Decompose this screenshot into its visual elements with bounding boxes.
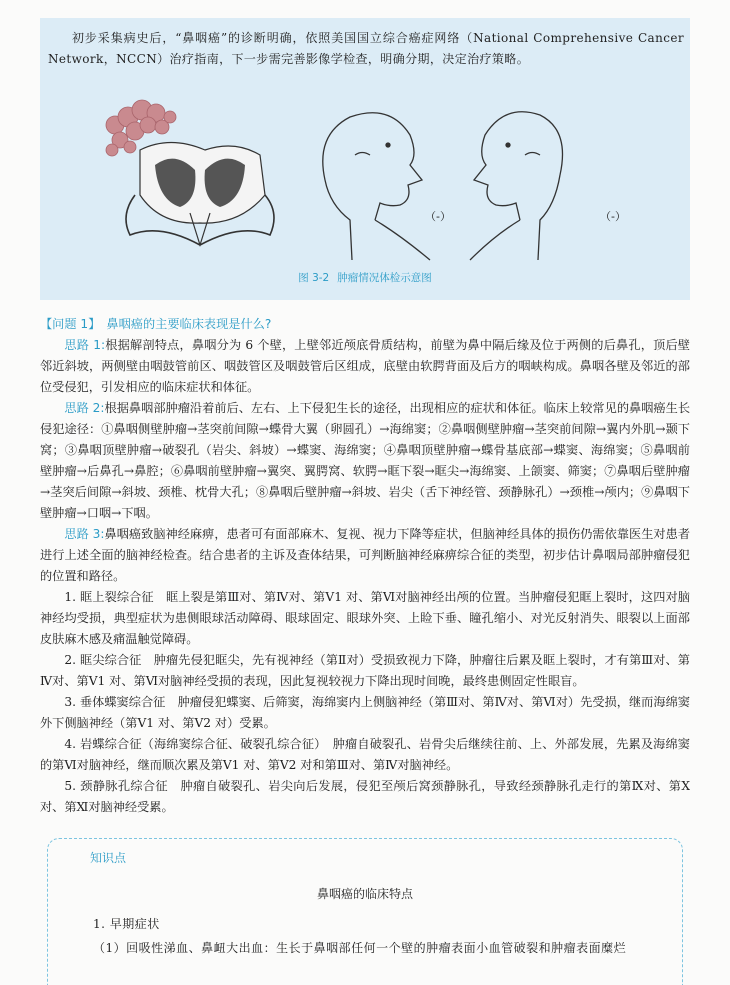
thought-label: 思路 3: bbox=[64, 527, 105, 541]
nasopharynx-view-drawing bbox=[106, 100, 274, 245]
head-tilt-right-drawing bbox=[470, 112, 563, 260]
syndrome-item: 5. 颈静脉孔综合征 肿瘤自破裂孔、岩尖向后发展，侵犯至颅后窝颈静脉孔，导致经颈静脉孔走行的第Ⅸ对、第Ⅹ对、第Ⅺ对脑神经受累。 bbox=[40, 779, 690, 814]
syndrome-item: 2. 眶尖综合征 肿瘤先侵犯眶尖，先有视神经（第Ⅱ对）受损致视力下降，肿瘤往后累及眶上裂时，才有第Ⅲ对、第Ⅳ对、第Ⅴ1 对、第Ⅵ对脑神经受损的表现，因此复视较视力下降出现时间晚，最终患侧固定性眼盲。 bbox=[40, 653, 690, 688]
thought-text: 鼻咽癌致脑神经麻痹，患者可有面部麻木、复视、视力下降等症状，但脑神经具体的损伤仍需依靠医生对患者进行上述全面的脑神经检查。结合患者的主诉及查体结果，可判断脑神经麻痹综合征的类型，初步估计鼻咽局部肿瘤侵犯的位置和路径。 bbox=[40, 527, 691, 583]
knowledge-heading: 知识点 bbox=[90, 851, 127, 865]
knowledge-item: 1. 早期症状 bbox=[93, 917, 160, 931]
intro-text: 初步采集病史后，“鼻咽癌”的诊断明确，依照美国国立综合癌症网络（National Comprehensive Cancer Network，NCCN）治疗指南，下一步需完善影像学检查，明确分期，决定治疗策略。 bbox=[48, 31, 684, 66]
figure-caption-number: 图 3-2 bbox=[298, 272, 330, 284]
head-tilt-left-drawing bbox=[323, 113, 430, 260]
intro-paragraph bbox=[48, 28, 684, 70]
thought-label: 思路 2: bbox=[64, 401, 105, 415]
mark-right: （-） bbox=[600, 210, 626, 223]
syndrome-item: 3. 垂体蝶窦综合征 肿瘤侵犯蝶窦、后筛窦，海绵窦内上侧脑神经（第Ⅲ对、第Ⅳ对、第Ⅵ对）先受损，继而海绵窦外下侧脑神经（第Ⅴ1 对、第Ⅴ2 对）受累。 bbox=[40, 695, 690, 730]
question-heading bbox=[40, 314, 690, 335]
thought-text: 根据鼻咽部肿瘤沿着前后、左右、上下侵犯生长的途径，出现相应的症状和体征。临床上较常见的鼻咽癌生长侵犯途径：①鼻咽侧壁肿瘤→茎突前间隙→蝶骨大翼（卵圆孔）→海绵窦；②鼻咽侧壁肿瘤→茎突前间隙→翼内外肌→颞下窝；③鼻咽顶壁肿瘤→破裂孔（岩尖、斜坡）→蝶窦、海绵窦；④鼻咽顶壁肿瘤→蝶骨基底部→蝶窦、海绵窦；⑤鼻咽前壁肿瘤→后鼻孔→鼻腔；⑥鼻咽前壁肿瘤→翼突、翼腭窝、软腭→眶下裂→眶尖→海绵窦、上颌窦、筛窦；⑦鼻咽后壁肿瘤→茎突后间隙→斜坡、颈椎、枕骨大孔；⑧鼻咽后壁肿瘤→斜坡、岩尖（舌下神经管、颈静脉孔）→颈椎→颅内；⑨鼻咽下壁肿瘤→口咽→下咽。 bbox=[40, 401, 691, 520]
thought-paragraph bbox=[40, 524, 690, 587]
question-number: 【问题 1】 bbox=[40, 317, 101, 331]
question-text: 鼻咽癌的主要临床表现是什么? bbox=[106, 317, 272, 331]
syndrome-item: 4. 岩蝶综合征（海绵窦综合征、破裂孔综合征） 肿瘤自破裂孔、岩骨尖后继续往前、上、外部发展，先累及海绵窦的第Ⅵ对脑神经，继而顺次累及第Ⅴ1 对、第Ⅴ2 对和第Ⅲ对、第Ⅳ对脑神经。 bbox=[40, 737, 690, 772]
knowledge-title: 鼻咽癌的临床特点 bbox=[316, 887, 413, 901]
exam-illustration bbox=[100, 95, 640, 265]
figure-caption bbox=[0, 270, 730, 285]
knowledge-box bbox=[47, 838, 683, 985]
figure-caption-text: 肿瘤情况体检示意图 bbox=[337, 272, 432, 284]
thought-text: 根据解剖特点，鼻咽分为 6 个壁，上壁邻近颅底骨质结构，前壁为鼻中隔后缘及位于两侧的后鼻孔，顶后壁邻近斜坡，两侧壁由咽鼓管前区、咽鼓管区及咽鼓管后区组成，底壁由软腭背面及后方的咽峡构成。鼻咽各壁及邻近的部位受侵犯，引发相应的临床症状和体征。 bbox=[40, 338, 690, 394]
thought-paragraph bbox=[40, 335, 690, 398]
mark-left: （-） bbox=[425, 210, 451, 223]
syndrome-item: 1. 眶上裂综合征 眶上裂是第Ⅲ对、第Ⅳ对、第Ⅴ1 对、第Ⅵ对脑神经出颅的位置。当肿瘤侵犯眶上裂时，这四对脑神经均受损，典型症状为患侧眼球活动障碍、眼球固定、眼球外突、上睑下垂、瞳孔缩小、对光反射消失、眼裂以上面部皮肤麻木感及痛温触觉障碍。 bbox=[40, 590, 690, 646]
thought-paragraph bbox=[40, 398, 690, 524]
knowledge-item: （1）回吸性涕血、鼻衄大出血：生长于鼻咽部任何一个壁的肿瘤表面小血管破裂和肿瘤表面糜烂 bbox=[93, 941, 627, 955]
main-content bbox=[40, 314, 690, 818]
thought-label: 思路 1: bbox=[64, 338, 106, 352]
